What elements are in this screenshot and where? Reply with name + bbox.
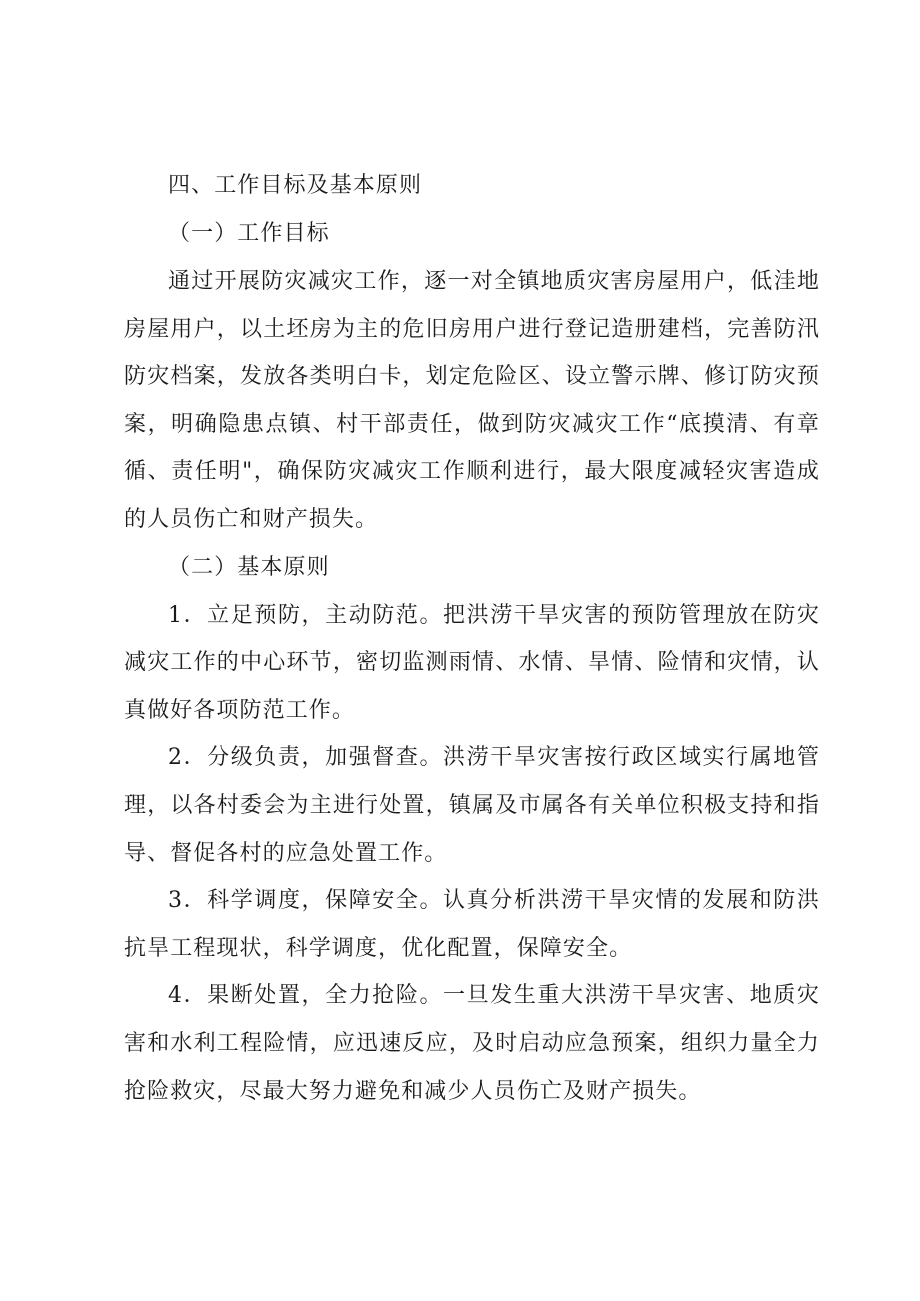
paragraph-principle-2: 2．分级负责，加强督查。洪涝干旱灾害按行政区域实行属地管理，以各村委会为主进行处置，镇属及市属各有关单位积极支持和指导、督促各村的应急处置工作。 [124, 745, 820, 866]
section-title: 四、工作目标及基本原则 [168, 173, 423, 198]
paragraph-principle-4: 4．果断处置，全力抢险。一旦发生重大洪涝干旱灾害、地质灾害和水利工程险情，应迅速反应，及时启动应急预案，组织力量全力抢险救灾，尽最大努力避免和减少人员伤亡及财产损失。 [124, 983, 820, 1104]
paragraph-principle-3: 3．科学调度，保障安全。认真分析洪涝干旱灾情的发展和防洪抗旱工程现状，科学调度，优化配置，保障安全。 [124, 888, 820, 961]
subsection-title-goal: （一）工作目标 [168, 221, 330, 246]
paragraph-principle-1: 1．立足预防，主动防范。把洪涝干旱灾害的预防管理放在防灾减灾工作的中心环节，密切监测雨情、水情、旱情、险情和灾情，认真做好各项防范工作。 [124, 602, 820, 723]
document-body [124, 162, 820, 1115]
subsection-title-principles: （二）基本原则 [168, 554, 330, 580]
paragraph-goal: 通过开展防灾减灾工作，逐一对全镇地质灾害房屋用户，低洼地房屋用户，以土坯房为主的危旧房用户进行登记造册建档，完善防汛防灾档案，发放各类明白卡，划定危险区、设立警示牌、修订防灾预案，明确隐患点镇、村干部责任，做到防灾减灾工作“底摸清、有章循、责任明"，确保防灾减灾工作顺利进行，最大限度减轻灾害造成的人员伤亡和财产损失。 [124, 269, 820, 532]
